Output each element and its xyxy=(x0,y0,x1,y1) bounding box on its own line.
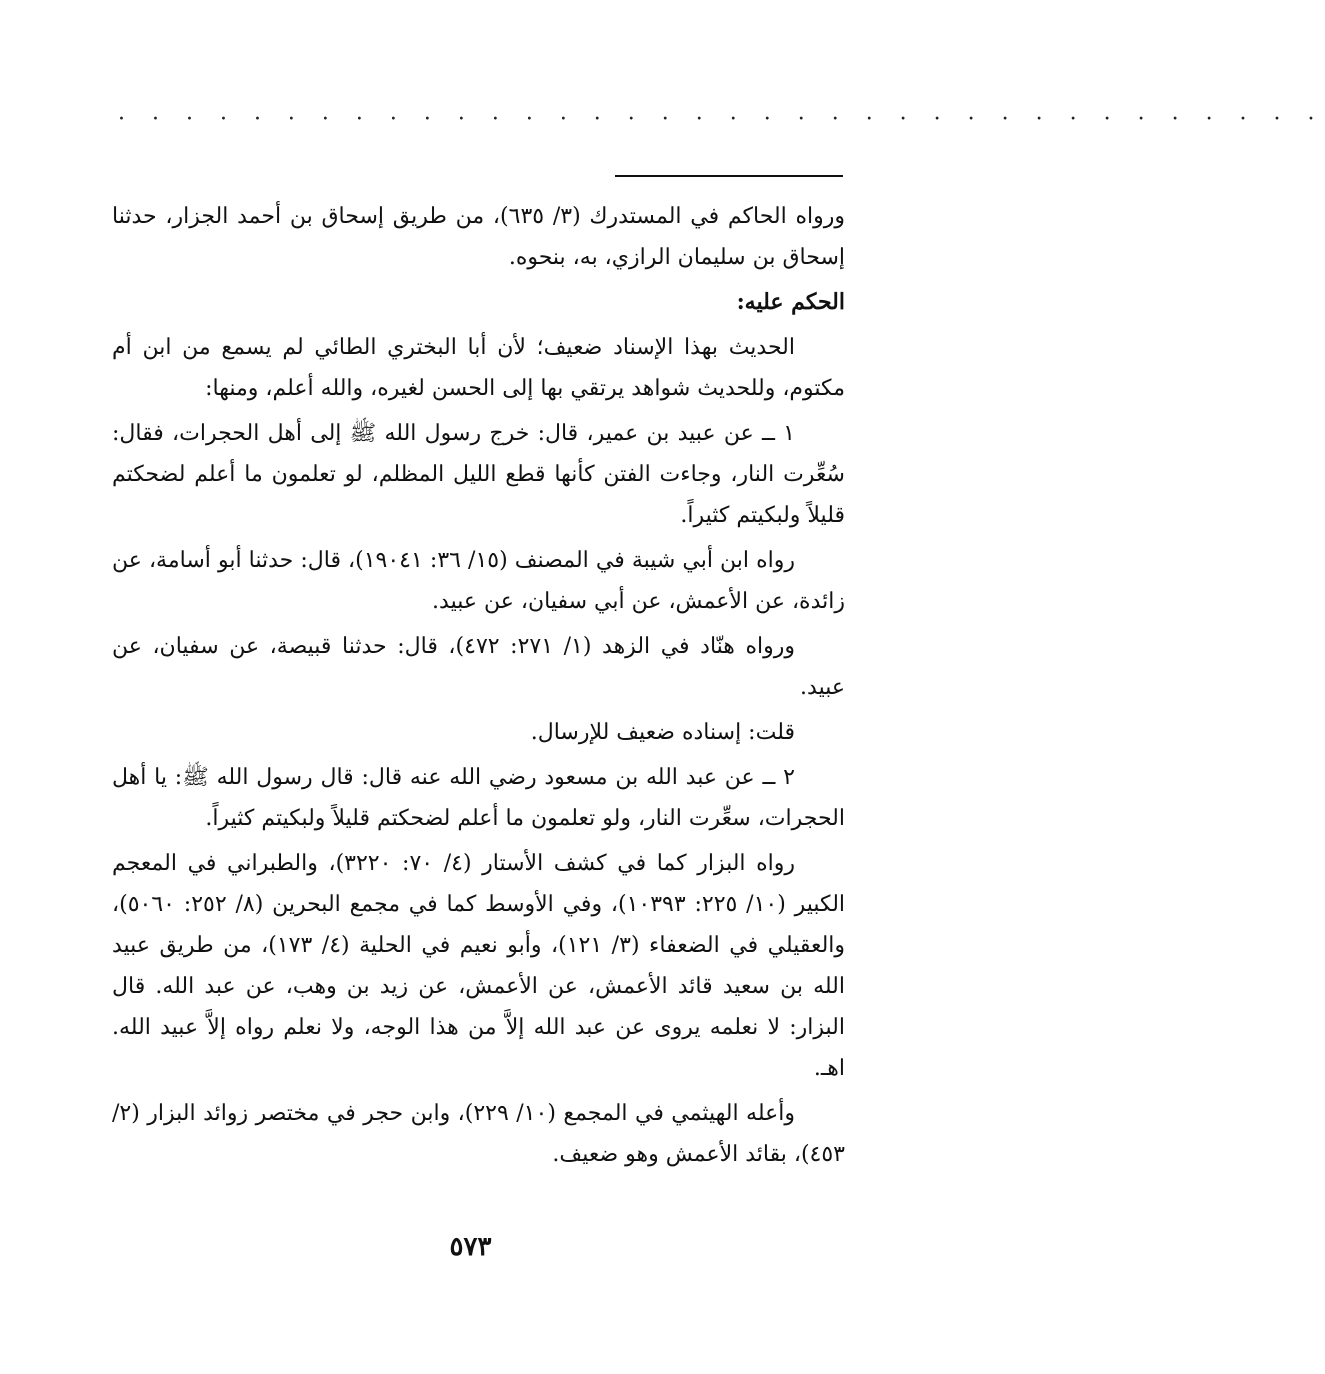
paragraph-ruling: الحديث بهذا الإسناد ضعيف؛ لأن أبا البختري الطائي لم يسمع من ابن أم مكتوم، وللحديث شواهد يرتقي بها إلى الحسن لغيره، والله أعلم، ومنها: xyxy=(112,335,845,401)
ruling-heading: الحكم عليه: xyxy=(736,289,845,315)
footnote-text-block xyxy=(112,196,845,1179)
paragraph-hakim-narration: ورواه الحاكم في المستدرك (٣/ ٦٣٥)، من طريق إسحاق بن أحمد الجزار، حدثنا إسحاق بن سليمان الرازي، به، بنحوه. xyxy=(112,204,845,270)
paragraph-bazzar: رواه البزار كما في كشف الأستار (٤/ ٧٠: ٣٢٢٠)، والطبراني في المعجم الكبير (١٠/ ٢٢٥: ١٠٣٩٣)، وفي الأوسط كما في مجمع البحرين (٨/ ٢٥٢: ٥٠٦٠)، والعقيلي في الضعفاء (٣/ ١٢١)، وأبو نعيم في الحلية (٤/ ١٧٣)، من طريق عبيد الله بن سعيد قائد الأعمش، عن الأعمش، عن زيد بن وهب، عن عبد الله. قال البزار: لا نعلمه يروى عن عبد الله إلاَّ من هذا الوجه، ولا نعلم رواه إلاَّ عبيد الله. اهـ. xyxy=(112,851,846,1081)
page-number: ٥٧٣ xyxy=(449,1232,492,1262)
footnote-rule xyxy=(615,175,843,177)
paragraph-hannad: ورواه هنّاد في الزهد (١/ ٢٧١: ٤٧٢)، قال: حدثنا قبيصة، عن سفيان، عن عبيد. xyxy=(112,634,845,700)
paragraph-haythami: وأعله الهيثمي في المجمع (١٠/ ٢٢٩)، وابن حجر في مختصر زوائد البزار (٢/ ٤٥٣)، بقائد الأعمش وهو ضعيف. xyxy=(112,1101,845,1167)
paragraph-witness-2: ٢ ــ عن عبد الله بن مسعود رضي الله عنه قال: قال رسول الله ﷺ: يا أهل الحجرات، سعِّرت النار، ولو تعلمون ما أعلم لضحكتم قليلاً ولبكيتم كثيراً. xyxy=(112,765,845,831)
paragraph-witness-1: ١ ــ عن عبيد بن عمير، قال: خرج رسول الله ﷺ إلى أهل الحجرات، فقال: سُعِّرت النار، وجاءت الفتن كأنها قطع الليل المظلم، لو تعلمون ما أعلم لضحكتم قليلاً ولبكيتم كثيراً. xyxy=(112,421,845,528)
paragraph-isnad-weak: قلت: إسناده ضعيف للإرسال. xyxy=(530,720,795,745)
dotted-separator: · · · · · · · · · · · · · · · · · · · · · · · · · · · · · · · · · · · · xyxy=(118,107,1325,132)
paragraph-ibn-abi-shaybah: رواه ابن أبي شيبة في المصنف (١٥/ ٣٦: ١٩٠٤١)، قال: حدثنا أبو أسامة، عن زائدة، عن الأعمش، عن أبي سفيان، عن عبيد. xyxy=(112,548,845,614)
